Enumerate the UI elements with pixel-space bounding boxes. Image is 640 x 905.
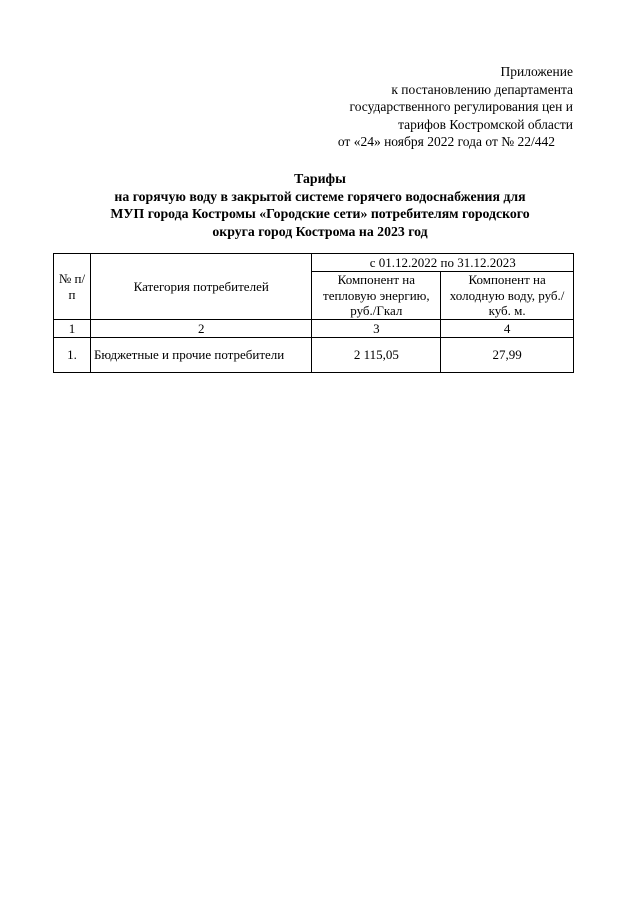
header-period: с 01.12.2022 по 31.12.2023 — [312, 254, 574, 272]
appendix-line: Приложение — [500, 64, 573, 79]
header-num: № п/п — [54, 254, 91, 320]
row-cold: 27,99 — [441, 338, 574, 373]
appendix-line: к постановлению департамента — [391, 81, 573, 97]
appendix-line: от «24» ноября 2022 года от № 22/442 — [337, 134, 555, 149]
header-heat: Компонент на тепловую энергию, руб./Гкал — [312, 272, 441, 320]
row-num: 1. — [54, 338, 91, 373]
table-row — [54, 338, 574, 373]
title-line: на горячую воду в закрытой системе горячего водоснабжения для — [114, 188, 526, 204]
index-row — [54, 320, 574, 338]
document-title — [60, 170, 580, 240]
title-line: округа город Кострома на 2023 год — [212, 223, 428, 239]
appendix-block — [338, 63, 573, 151]
index-cell: 4 — [441, 320, 574, 338]
title-line: Тарифы — [294, 171, 346, 186]
row-category: Бюджетные и прочие потребители — [90, 338, 312, 373]
index-cell: 1 — [54, 320, 91, 338]
header-row — [54, 254, 574, 272]
header-category: Категория потребителей — [90, 254, 312, 320]
tariff-table — [53, 253, 574, 373]
appendix-line: тарифов Костромской области — [398, 116, 573, 132]
row-heat: 2 115,05 — [312, 338, 441, 373]
title-line: МУП города Костромы «Городские сети» потребителям городского — [110, 206, 530, 221]
header-cold: Компонент на холодную воду, руб./куб. м. — [441, 272, 574, 320]
appendix-line: государственного регулирования цен и — [349, 99, 573, 114]
index-cell: 2 — [90, 320, 312, 338]
index-cell: 3 — [312, 320, 441, 338]
